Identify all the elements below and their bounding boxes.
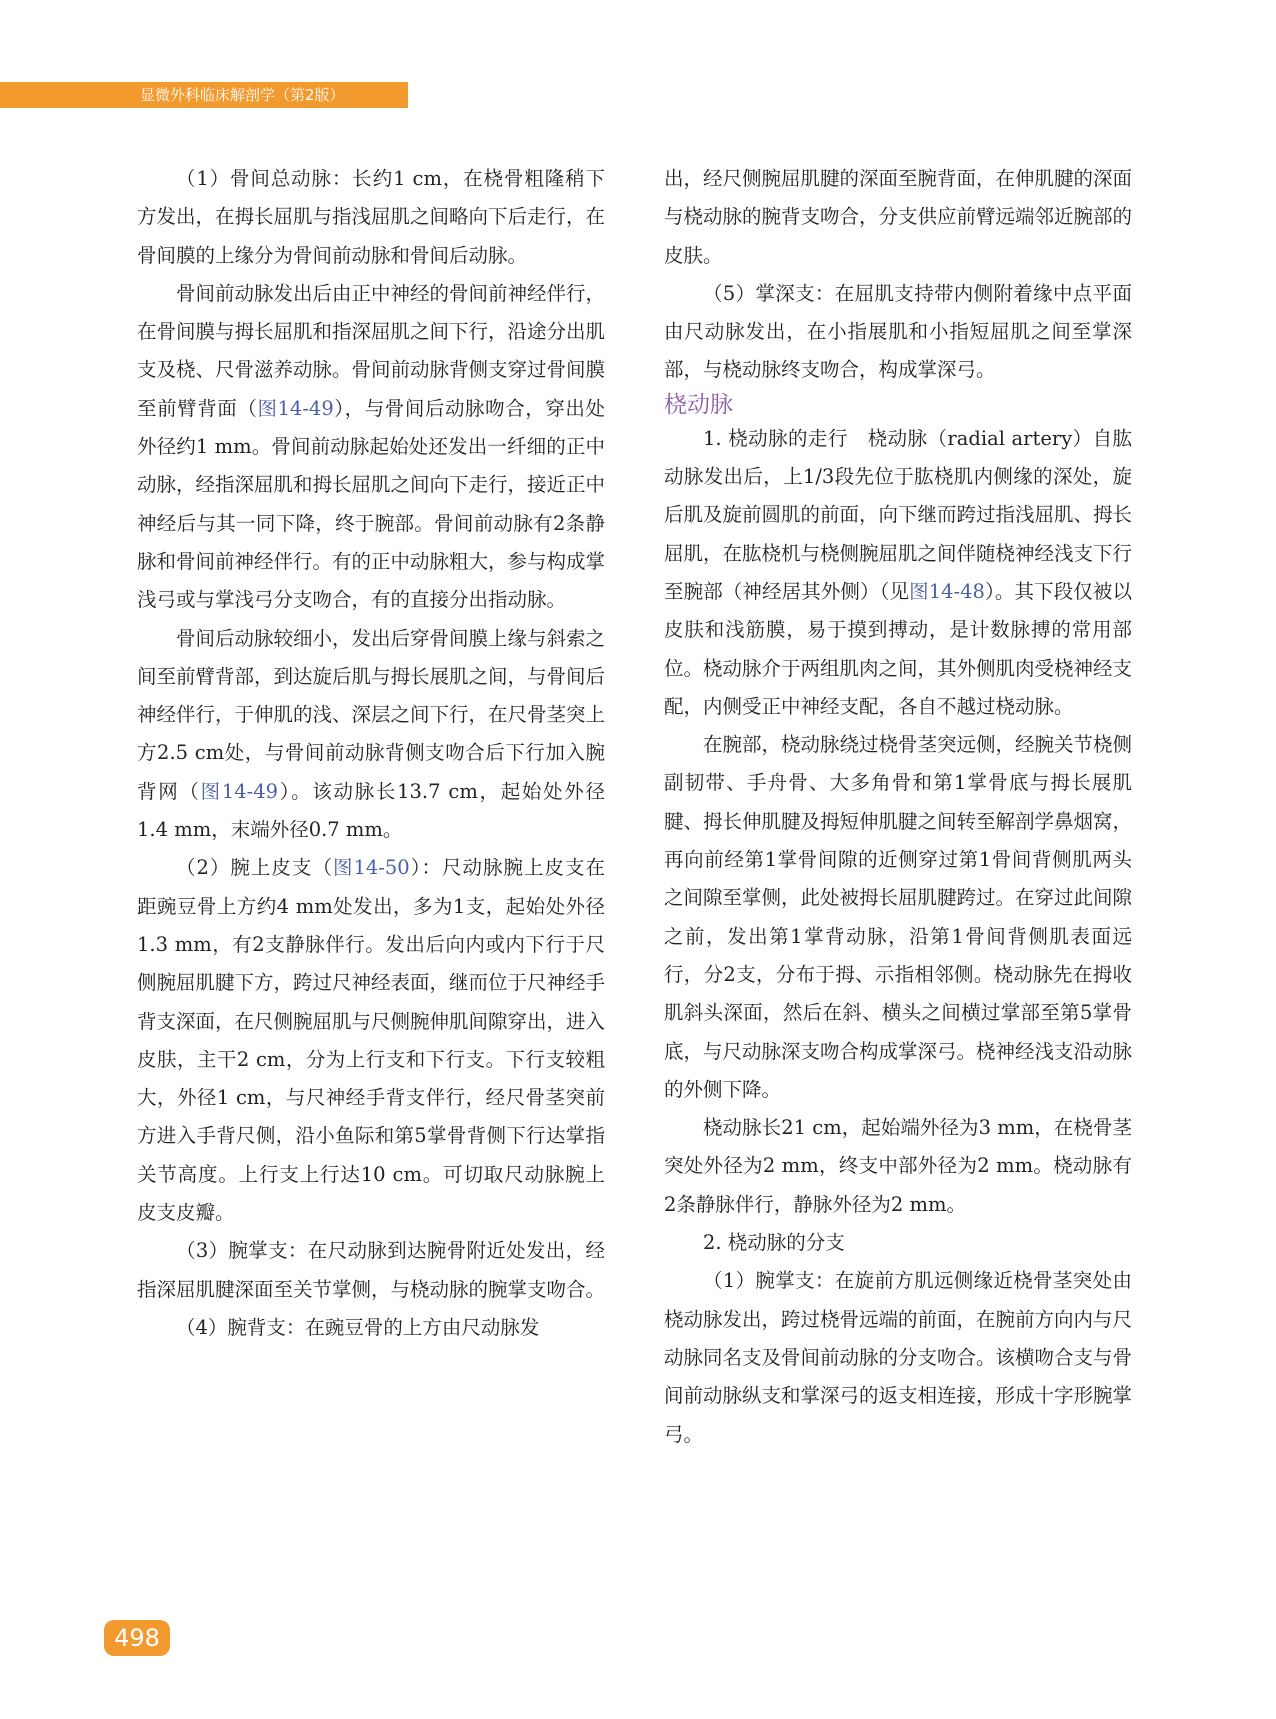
paragraph: （4）腕背支：在豌豆骨的上方由尺动脉发 bbox=[176, 1315, 540, 1339]
figure-reference: 图14-49 bbox=[257, 396, 334, 420]
book-title: 显微外科临床解剖学（第2版） bbox=[140, 86, 345, 104]
paragraph: 1. 桡动脉的走行 桡动脉（radial artery）自肱动脉发出后，上1/3段先位于肱桡肌内侧缘的深处，旋后肌及旋前圆肌的前面，向下继而跨过指浅屈肌、拇长屈肌，在肱桡机与桡侧腕屈肌之间伴随桡神经浅支下行至腕部（神经居其外侧）（见图14-48）。其下段仅被以皮肤和浅筋膜，易于摸到搏动，是计数脉搏的常用部位。桡动脉介于两组肌肉之间，其外侧肌肉受桡神经支配，内侧受正中神经支配，各自不越过桡动脉。 bbox=[664, 426, 1133, 718]
right-column bbox=[664, 160, 1132, 1454]
figure-reference: 图14-49 bbox=[200, 779, 279, 803]
paragraph: 骨间前动脉发出后由正中神经的骨间前神经伴行，在骨间膜与拇长屈肌和指深屈肌之间下行，沿途分出肌支及桡、尺骨滋养动脉。骨间前动脉背侧支穿过骨间膜至前臂背面（图14-49），与骨间后动脉吻合，穿出处外径约1 mm。骨间前动脉起始处还发出一纤细的正中动脉，经指深屈肌和拇长屈肌之间向下走行，接近正中神经后与其一同下降，终于腕部。骨间前动脉有2条静脉和骨间前神经伴行。有的正中动脉粗大，参与构成掌浅弓或与掌浅弓分支吻合，有的直接分出指动脉。 bbox=[137, 281, 606, 612]
paragraph: 在腕部，桡动脉绕过桡骨茎突远侧，经腕关节桡侧副韧带、手舟骨、大多角骨和第1掌骨底与拇长展肌腱、拇长伸肌腱及拇短伸肌腱之间转至解剖学鼻烟窝，再向前经第1掌骨间隙的近侧穿过第1骨间背侧肌两头之间隙至掌侧，此处被拇长屈肌腱跨过。在穿过此间隙之前，发出第1掌背动脉，沿第1骨间背侧肌表面远行，分2支，分布于拇、示指相邻侧。桡动脉先在拇收肌斜头深面，然后在斜、横头之间横过掌部至第5掌骨底，与尺动脉深支吻合构成掌深弓。桡神经浅支沿动脉的外侧下降。 bbox=[664, 733, 1133, 1101]
figure-reference: 图14-50 bbox=[332, 856, 410, 880]
paragraph: （1）骨间总动脉：长约1 cm，在桡骨粗隆稍下方发出，在拇长屈肌与指浅屈肌之间略向下后走行，在骨间膜的上缘分为骨间前动脉和骨间后动脉。 bbox=[137, 167, 606, 267]
paragraph: 骨间后动脉较细小，发出后穿骨间膜上缘与斜索之间至前臂背部，到达旋后肌与拇长展肌之间，与骨间后神经伴行，于伸肌的浅、深层之间下行，在尺骨茎突上方2.5 cm处，与骨间前动脉背侧支吻合后下行加入腕背网（图14-49）。该动脉长13.7 cm，起始处外径1.4 mm，末端外径0.7 mm。 bbox=[137, 626, 606, 842]
paragraph: （1）腕掌支：在旋前方肌远侧缘近桡骨茎突处由桡动脉发出，跨过桡骨远端的前面，在腕前方向内与尺动脉同名支及骨间前动脉的分支吻合。该横吻合支与骨间前动脉纵支和掌深弓的返支相连接，形成十字形腕掌弓。 bbox=[664, 1269, 1133, 1446]
paragraph: 出，经尺侧腕屈肌腱的深面至腕背面，在伸肌腱的深面与桡动脉的腕背支吻合，分支供应前臂远端邻近腕部的皮肤。 bbox=[664, 167, 1133, 267]
page-number: 498 bbox=[104, 1620, 170, 1656]
figure-reference: 图14-48 bbox=[909, 579, 985, 603]
paragraph: （5）掌深支：在屈肌支持带内侧附着缘中点平面由尺动脉发出，在小指展肌和小指短屈肌之间至掌深部，与桡动脉终支吻合，构成掌深弓。 bbox=[664, 281, 1132, 382]
paragraph: 2. 桡动脉的分支 bbox=[703, 1231, 845, 1255]
section-title: 桡动脉 bbox=[664, 391, 733, 418]
paragraph: （3）腕掌支：在尺动脉到达腕骨附近处发出，经指深屈肌腱深面至关节掌侧，与桡动脉的腕掌支吻合。 bbox=[137, 1239, 606, 1301]
paragraph: 桡动脉长21 cm，起始端外径为3 mm，在桡骨茎突处外径为2 mm，终支中部外径为2 mm。桡动脉有2条静脉伴行，静脉外径为2 mm。 bbox=[664, 1116, 1132, 1216]
paragraph: （2）腕上皮支（图14-50）：尺动脉腕上皮支在距豌豆骨上方约4 mm处发出，多为1支，起始处外径1.3 mm，有2支静脉伴行。发出后向内或内下行于尺侧腕屈肌腱下方，跨过尺神经表面，继而位于尺神经手背支深面，在尺侧腕屈肌与尺侧腕伸肌间隙穿出，进入皮肤，主干2 cm，分为上行支和下行支。下行支较粗大，外径1 cm，与尺神经手背支伴行，经尺骨茎突前方进入手背尺侧，沿小鱼际和第5掌骨背侧下行达掌指关节高度。上行支上行达10 cm。可切取尺动脉腕上皮支皮瓣。 bbox=[137, 856, 606, 1225]
left-column bbox=[137, 160, 605, 1347]
